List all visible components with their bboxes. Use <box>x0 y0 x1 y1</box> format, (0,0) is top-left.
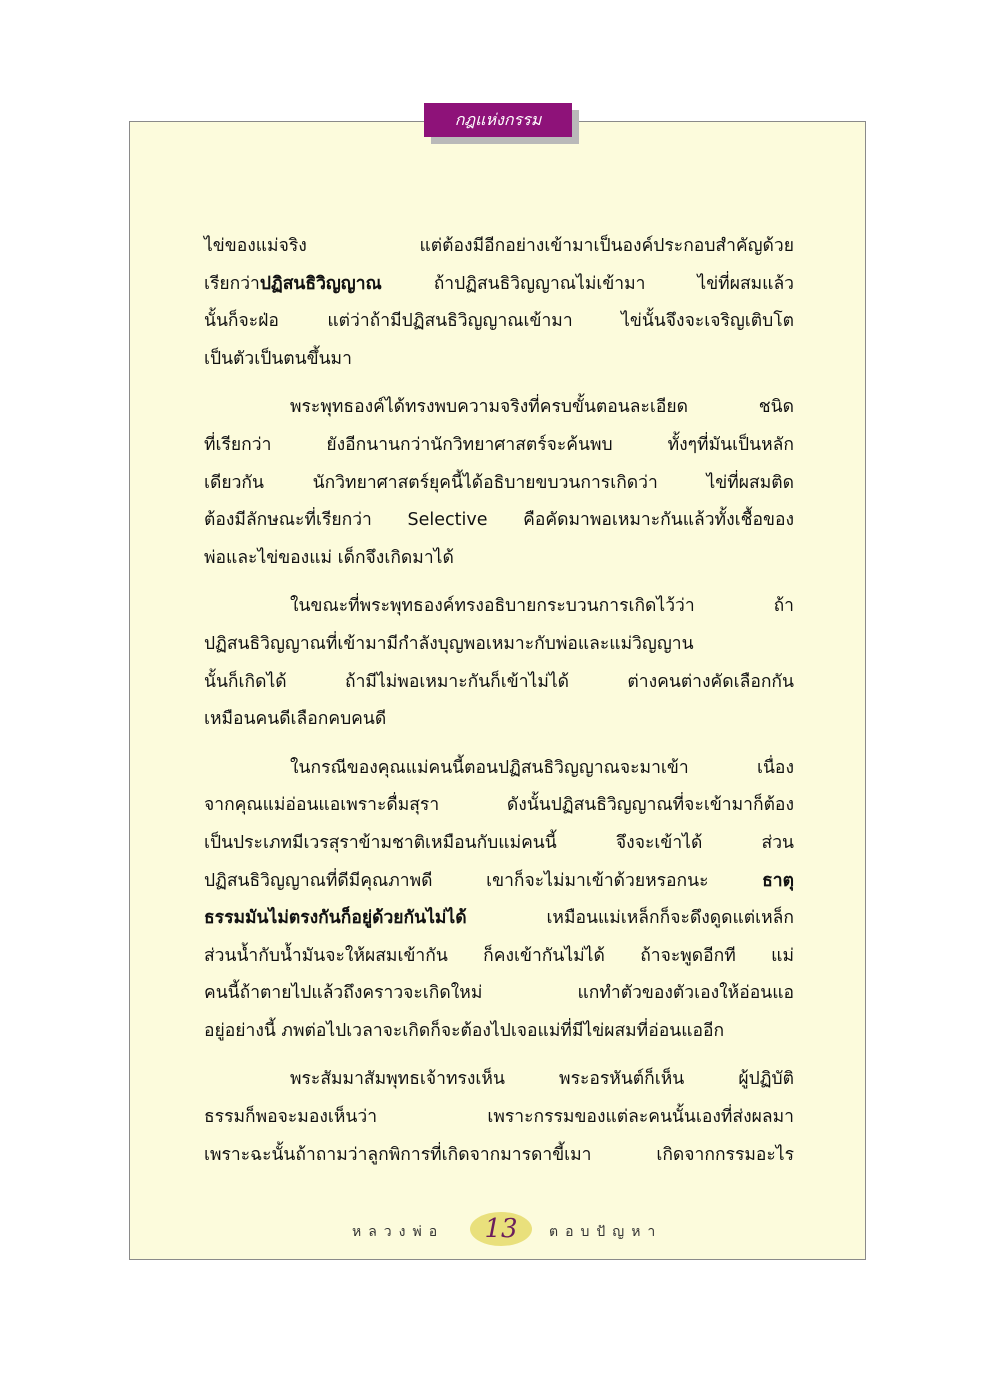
text-run: พระพุทธองค์ได้ทรงพบความจริงที่ครบขั้นตอนละเอียด ชนิด <box>290 397 794 418</box>
text-line <box>204 900 794 938</box>
text-run: ส่วนน้ำกับน้ำมันจะให้ผสมเข้ากัน ก็คงเข้ากันไม่ได้ ถ้าจะพูดอีกที แม่ <box>204 945 794 966</box>
text-run: คนนี้ถ้าตายไปแล้วถึงคราวจะเกิดใหม่ แกทำตัวของตัวเองให้อ่อนแอ <box>204 983 794 1004</box>
text-run: เดียวกัน นักวิทยาศาสตร์ยุคนี้ได้อธิบายขบวนการเกิดว่า ไข่ที่ผสมติด <box>204 472 794 493</box>
text-line <box>204 1013 794 1051</box>
paragraph <box>204 750 794 1051</box>
emphasis-run: ธาตุ <box>762 870 794 891</box>
text-run: เป็นประเภทมีเวรสุราข้ามชาติเหมือนกับแม่คนนี้ จึงจะเข้าได้ ส่วน <box>204 832 794 853</box>
page-footer <box>0 1209 1000 1249</box>
text-run: ในขณะที่พระพุทธองค์ทรงอธิบายกระบวนการเกิดไว้ว่า ถ้า <box>290 596 794 617</box>
text-line <box>204 465 794 503</box>
paragraph <box>204 228 794 378</box>
text-run: เรียกว่า <box>204 273 260 294</box>
emphasis-run: ปฏิสนธิวิญญาณ <box>259 273 382 294</box>
footer-left-text: หลวงพ่อ <box>352 1224 445 1240</box>
paragraph <box>204 389 794 577</box>
emphasis-run: ธรรมมันไม่ตรงกันก็อยู่ด้วยกันไม่ได้ <box>204 908 467 929</box>
text-line <box>204 303 794 341</box>
text-run: นั้นก็เกิดได้ ถ้ามีไม่พอเหมาะกันก็เข้าไม่ได้ ต่างคนต่างคัดเลือกกัน <box>204 671 794 692</box>
text-line <box>204 863 794 901</box>
footer-right-text: ตอบปัญหา <box>549 1224 663 1240</box>
body-text <box>204 228 794 1185</box>
text-run: จากคุณแม่อ่อนแอเพราะดื่มสุรา ดังนั้นปฏิสนธิวิญญาณที่จะเข้ามาก็ต้อง <box>204 795 794 816</box>
text-line <box>204 626 794 664</box>
text-run: ในกรณีของคุณแม่คนนี้ตอนปฏิสนธิวิญญาณจะมาเข้า เนื่อง <box>290 757 794 778</box>
page-number: 13 <box>470 1212 532 1246</box>
text-run: ปฏิสนธิวิญญาณที่เข้ามามีกำลังบุญพอเหมาะกับพ่อและแม่วิญญาน <box>204 633 694 654</box>
paragraph <box>204 588 794 738</box>
text-line <box>204 1099 794 1137</box>
text-run: ต้องมีลักษณะที่เรียกว่า Selective คือคัดมาพอเหมาะกันแล้วทั้งเชื้อของ <box>204 510 794 531</box>
text-line <box>204 502 794 540</box>
text-line <box>204 427 794 465</box>
text-run: อยู่อย่างนี้ ภพต่อไปเวลาจะเกิดก็จะต้องไปเจอแม่ที่มีไข่ผสมที่อ่อนแออีก <box>204 1020 725 1041</box>
text-line <box>204 266 794 304</box>
text-line <box>204 938 794 976</box>
header-tab: กฎแห่งกรรม <box>424 103 572 137</box>
text-line <box>204 787 794 825</box>
paragraph <box>204 1061 794 1174</box>
text-run: พ่อและไข่ของแม่ เด็กจึงเกิดมาได้ <box>204 547 454 568</box>
text-line <box>204 389 794 427</box>
text-line <box>204 975 794 1013</box>
text-line <box>204 701 794 739</box>
text-run: นั้นก็จะฝ่อ แต่ว่าถ้ามีปฏิสนธิวิญญาณเข้ามา ไข่นั้นจึงจะเจริญเติบโต <box>204 311 794 332</box>
text-run: เพราะฉะนั้นถ้าถามว่าลูกพิการที่เกิดจากมารดาขี้เมา เกิดจากกรรมอะไร <box>204 1144 794 1165</box>
text-run: ธรรมก็พอจะมองเห็นว่า เพราะกรรมของแต่ละคนนั้นเองที่ส่งผลมา <box>204 1107 794 1128</box>
text-line <box>204 1061 794 1099</box>
text-run: ปฏิสนธิวิญญาณที่ดีมีคุณภาพดี เขาก็จะไม่มาเข้าด้วยหรอกนะ <box>204 870 763 891</box>
text-run: เป็นตัวเป็นตนขึ้นมา <box>204 348 352 369</box>
text-line <box>204 341 794 379</box>
text-run: เหมือนคนดีเลือกคบคนดี <box>204 709 387 730</box>
text-line <box>204 540 794 578</box>
text-line <box>204 588 794 626</box>
text-line <box>204 750 794 788</box>
text-line <box>204 664 794 702</box>
text-line <box>204 228 794 266</box>
text-run: เหมือนแม่เหล็กก็จะดึงดูดแต่เหล็ก <box>466 908 794 929</box>
text-run: พระสัมมาสัมพุทธเจ้าทรงเห็น พระอรหันต์ก็เห็น ผู้ปฏิบัติ <box>290 1069 794 1090</box>
text-run: ที่เรียกว่า ยังอีกนานกว่านักวิทยาศาสตร์จะค้นพบ ทั้งๆที่มันเป็นหลัก <box>204 434 794 455</box>
text-run: ไข่ของแม่จริง แต่ต้องมีอีกอย่างเข้ามาเป็นองค์ประกอบสำคัญด้วย <box>204 236 794 256</box>
text-run: ถ้าปฏิสนธิวิญญาณไม่เข้ามา ไข่ที่ผสมแล้ว <box>381 273 794 294</box>
text-line <box>204 1137 794 1175</box>
text-line <box>204 825 794 863</box>
